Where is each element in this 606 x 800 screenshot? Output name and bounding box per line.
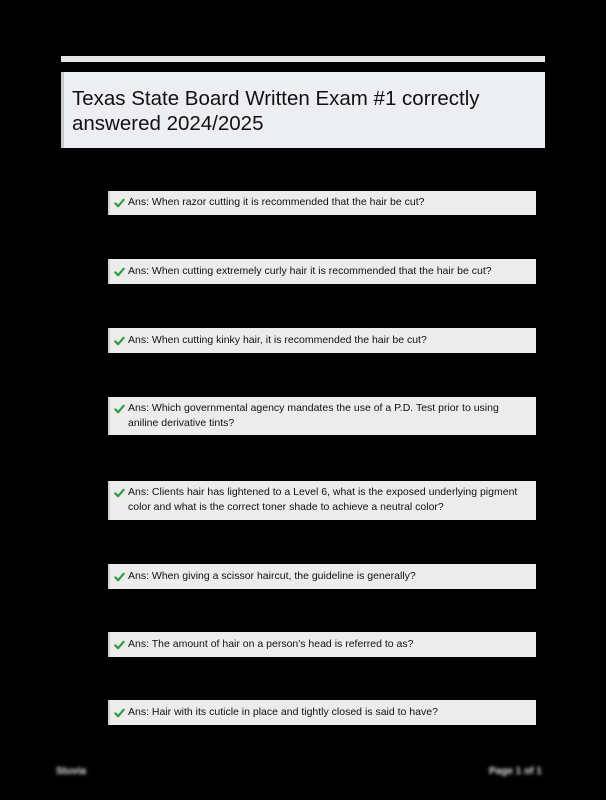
- answer-text: Ans: When giving a scissor haircut, the guideline is generally?: [128, 570, 416, 582]
- answer-item: [108, 191, 536, 215]
- answer-text: Ans: Hair with its cuticle in place and tightly closed is said to have?: [128, 706, 438, 718]
- footer-page-number: Page 1 of 1: [489, 766, 542, 777]
- check-icon: [114, 707, 125, 719]
- answer-text: Ans: When cutting kinky hair, it is recommended the hair be cut?: [128, 334, 427, 346]
- document-title: Texas State Board Written Exam #1 correctly answered 2024/2025: [72, 87, 480, 135]
- top-rule: [61, 56, 545, 62]
- answer-item: [108, 564, 536, 589]
- answer-item: [108, 328, 536, 353]
- title-box: [61, 72, 545, 148]
- check-icon: [114, 403, 125, 415]
- answer-text: Ans: When razor cutting it is recommended that the hair be cut?: [128, 196, 425, 208]
- check-icon: [114, 571, 125, 583]
- answer-text: Ans: Clients hair has lightened to a Level 6, what is the exposed underlying pigment color and what is the correct toner shade to achieve a neutral color?: [128, 486, 518, 513]
- answer-item: [108, 397, 536, 435]
- answer-item: [108, 481, 536, 520]
- answer-item: [108, 632, 536, 657]
- answer-item: [108, 700, 536, 725]
- answer-text: Ans: Which governmental agency mandates the use of a P.D. Test prior to using aniline derivative tints?: [128, 402, 499, 429]
- check-icon: [114, 487, 125, 499]
- check-icon: [114, 335, 125, 347]
- check-icon: [114, 197, 125, 209]
- check-icon: [114, 266, 125, 278]
- footer-brand: Stuvia: [56, 766, 87, 777]
- answer-text: Ans: When cutting extremely curly hair it is recommended that the hair be cut?: [128, 265, 492, 277]
- answer-item: [108, 259, 536, 284]
- check-icon: [114, 639, 125, 651]
- answer-text: Ans: The amount of hair on a person's head is referred to as?: [128, 638, 414, 650]
